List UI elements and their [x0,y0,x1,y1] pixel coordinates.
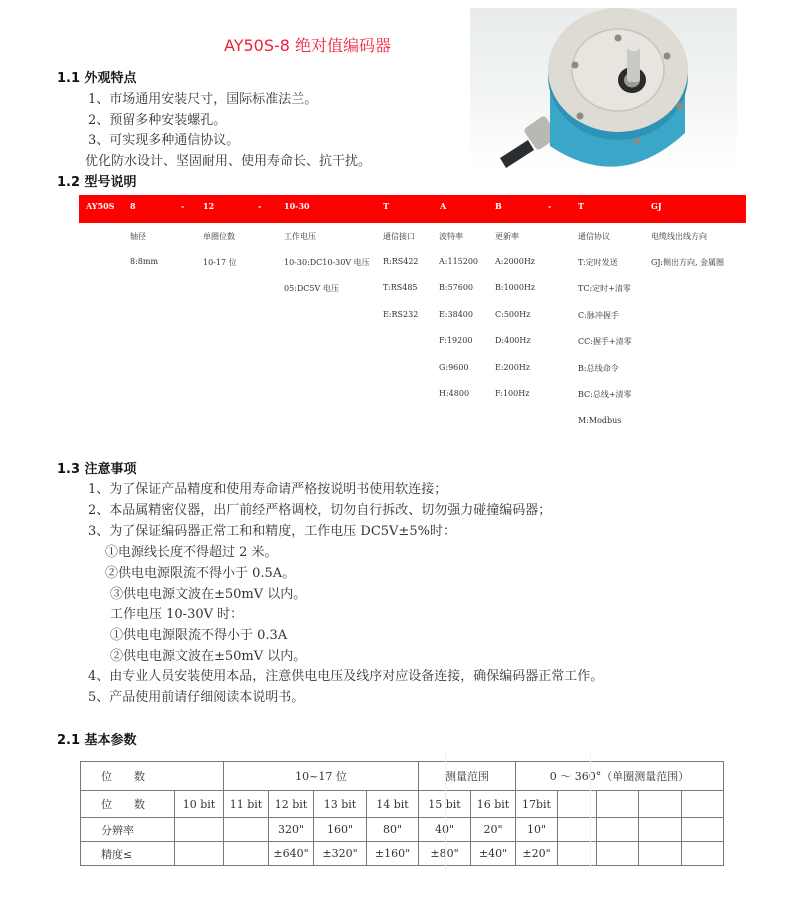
model-code-segment: T [383,201,389,211]
spec-option: GJ:侧出方向, 金属圈 [651,258,725,267]
table-cell: ±640" [269,842,314,866]
table-cell: 10 bit [175,791,224,818]
table-cell: ±320" [314,842,367,866]
shaft-icon [627,46,640,82]
spec-option: C:脉冲握手 [578,311,619,320]
spec-option: B:57600 [439,283,474,292]
spec-option: E:RS232 [383,310,419,319]
spec-column-header: 轴径 [130,232,146,241]
table-row [81,818,724,842]
spec-option: A:115200 [439,257,479,266]
table-cell: 11 bit [224,791,269,818]
table-cell [597,818,639,842]
spec-option: F:100Hz [495,389,530,398]
spec-option: M:Modbus [578,416,622,425]
table-cell: ±160" [367,842,419,866]
notice-subline: ②供电电源文波在±50mV 以内。 [110,649,307,664]
encoder-illustration [470,8,737,168]
watermark-line [445,752,446,870]
model-code-segment: 10-30 [284,201,310,211]
notice-subline: ②供电电源限流不得小于 0.5A。 [105,566,296,581]
table-cell [175,842,224,866]
table-row [81,791,724,818]
feature-line: 2、预留多种安装螺孔。 [88,113,227,128]
spec-column-header: 通信协议 [578,232,610,241]
cable-icon [500,140,534,168]
basic-parameters-table [80,761,724,866]
notice-line: 3、为了保证编码器正常工和和精度，工作电压 DC5V±5%时： [88,524,456,539]
section-heading-1-2: 1.2 型号说明 [57,175,137,190]
table-cell [224,842,269,866]
table-cell [682,818,724,842]
table-cell: 13 bit [314,791,367,818]
model-code-segment: 8 [130,201,136,211]
spec-option: TC:定时+清零 [578,284,631,293]
section-heading-1-3: 1.3 注意事项 [57,462,137,477]
table-cell [639,791,682,818]
table-cell [597,842,639,866]
spec-option: 10-30:DC10-30V 电压 [284,258,370,267]
notice-subline: ①供电电源限流不得小于 0.3A [110,628,288,643]
model-code-separator: - [181,201,185,211]
spec-option: F:19200 [439,336,473,345]
spec-option: G:9600 [439,363,469,372]
table-cell-label: 分辨率 [81,818,175,842]
section-heading-2-1: 2.1 基本参数 [57,733,137,748]
table-cell [682,842,724,866]
notice-subline: ①电源线长度不得超过 2 米。 [105,545,278,560]
table-cell-range-value: 0 ～ 360°（单圈测量范围） [516,762,724,791]
notice-line: 2、本品属精密仪器，出厂前经严格调校，切勿自行拆改、切勿强力碰撞编码器； [88,503,552,518]
spec-option: E:200Hz [495,363,530,372]
table-cell [175,818,224,842]
table-cell: 320" [269,818,314,842]
table-cell: ±20" [516,842,558,866]
model-code-segment: 12 [203,201,215,211]
table-cell [597,791,639,818]
table-cell: 14 bit [367,791,419,818]
model-code-separator: - [548,201,552,211]
spec-option: T:RS485 [383,283,418,292]
spec-option: 05:DC5V 电压 [284,284,339,293]
spec-option: BC:总线+清零 [578,390,632,399]
table-cell: 15 bit [419,791,471,818]
spec-column-header: 单圈位数 [203,232,235,241]
table-cell-label: 精度≤ [81,842,175,866]
model-code-segment: A [440,201,447,211]
spec-option: R:RS422 [383,257,419,266]
spec-option: B:总线命令 [578,364,619,373]
spec-option: CC:握手+清零 [578,337,632,346]
spec-option: D:400Hz [495,336,531,345]
table-cell [224,818,269,842]
spec-option: B:1000Hz [495,283,536,292]
spec-option: C:500Hz [495,310,531,319]
table-cell: 40" [419,818,471,842]
notice-subline: ③供电电源文波在±50mV 以内。 [110,587,307,602]
table-cell: 16 bit [471,791,516,818]
table-cell [639,842,682,866]
feature-line: 3、可实现多种通信协议。 [88,133,240,148]
spec-option: A:2000Hz [495,257,536,266]
table-cell: 17bit [516,791,558,818]
spec-option: 10-17 位 [203,258,237,267]
spec-column-header: 更新率 [495,232,519,241]
table-cell-label: 位 数 [81,791,175,818]
spec-option: T:定时发送 [578,258,618,267]
spec-column-header: 电缆线出线方向 [651,232,707,241]
table-cell-label: 位 数 [81,762,224,791]
table-cell-range-label: 测量范围 [419,762,516,791]
table-cell: 12 bit [269,791,314,818]
spec-column-header: 工作电压 [284,232,316,241]
feature-line: 优化防水设计、坚固耐用、使用寿命长、抗干扰。 [85,154,372,169]
model-code-segment: AY50S [86,201,115,211]
model-code-segment: GJ [651,201,662,211]
table-cell: 160" [314,818,367,842]
notice-subline: 工作电压 10-30V 时： [110,607,244,622]
table-cell [639,818,682,842]
model-code-bar [79,195,746,223]
model-code-segment: T [578,201,584,211]
section-heading-1-1: 1.1 外观特点 [57,71,137,86]
spec-option: H:4800 [439,389,470,398]
model-code-segment: B [495,201,502,211]
spec-option: 8:8mm [130,257,159,266]
model-code-separator: - [258,201,262,211]
notice-line: 1、为了保证产品精度和使用寿命请严格按说明书使用软连接； [88,482,448,497]
table-cell: 20" [471,818,516,842]
table-cell [682,791,724,818]
table-cell: ±80" [419,842,471,866]
table-row [81,762,724,791]
feature-line: 1、市场通用安装尺寸，国际标准法兰。 [88,92,318,107]
document-title: AY50S-8 绝对值编码器 [224,36,392,55]
table-cell: 80" [367,818,419,842]
spec-column-header: 波特率 [439,232,463,241]
spec-option: E:38400 [439,310,473,319]
table-cell-bits-range: 10~17 位 [224,762,419,791]
spec-column-header: 通信接口 [383,232,415,241]
table-cell: ±40" [471,842,516,866]
notice-line: 4、由专业人员安装使用本品，注意供电电压及线序对应设备连接，确保编码器正常工作。 [88,669,604,684]
table-row [81,842,724,866]
encoder-product-photo [470,8,737,168]
table-cell: 10" [516,818,558,842]
watermark-line [590,752,591,870]
notice-line: 5、产品使用前请仔细阅读本说明书。 [88,690,305,705]
